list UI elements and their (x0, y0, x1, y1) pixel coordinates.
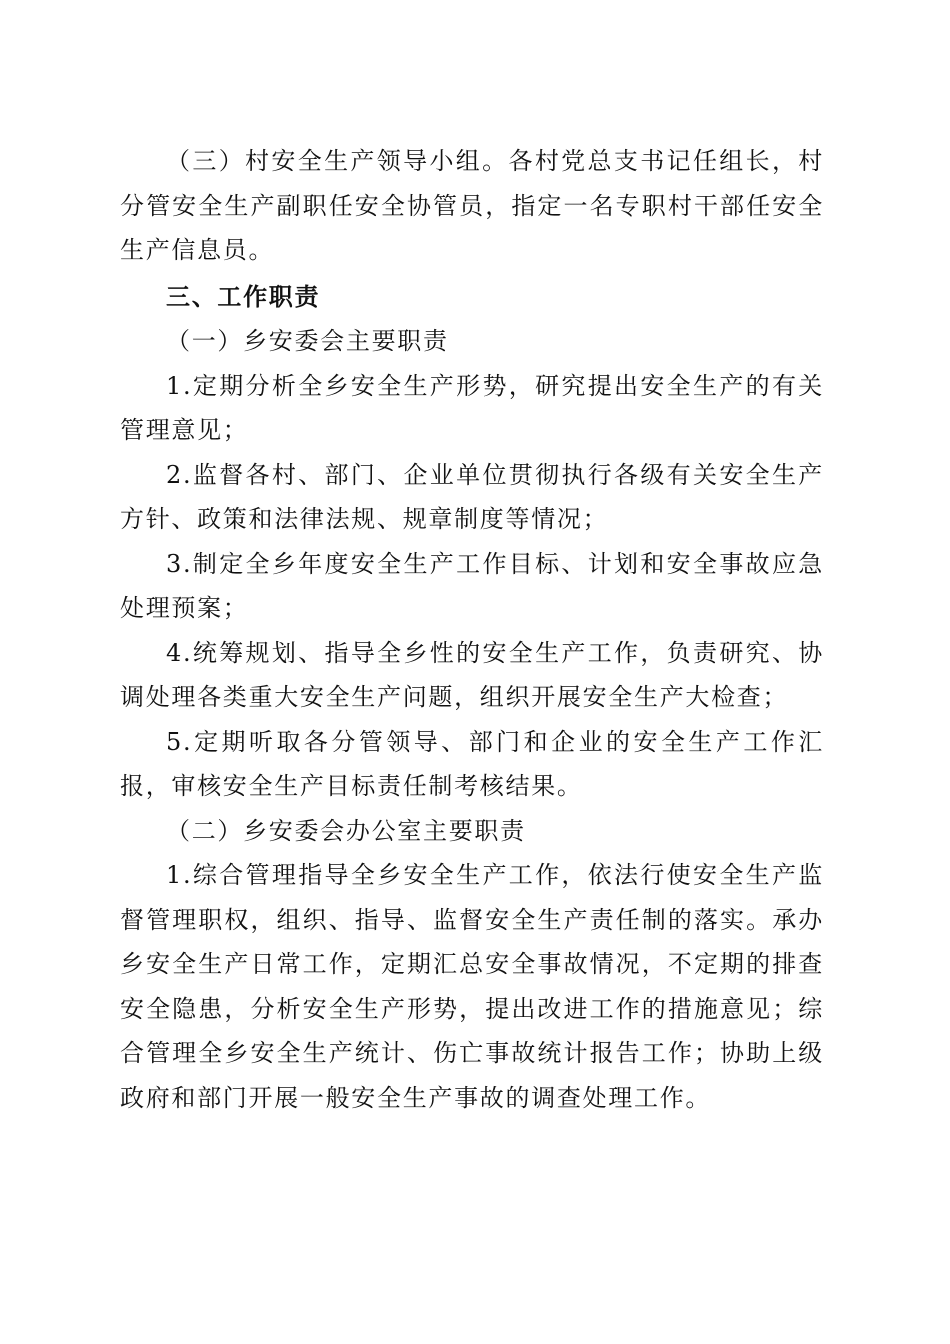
section-heading-work-duties: 三、工作职责 (166, 282, 321, 311)
duty-item-2: 2.监督各村、部门、企业单位贯彻执行各级有关安全生产方针、政策和法律法规、规章制度等情况； (120, 460, 824, 533)
subheading-committee-office-duties: （二）乡安委会办公室主要职责 (166, 816, 526, 845)
document-page (120, 139, 824, 1120)
office-duty-item-1: 1.综合管理指导全乡安全生产工作，依法行使安全生产监督管理职权，组织、指导、监督安全生产责任制的落实。承办乡安全生产日常工作，定期汇总安全事故情况，不定期的排查安全隐患，分析安全生产形势，提出改进工作的措施意见；综合管理全乡安全生产统计、伤亡事故统计报告工作；协助上级政府和部门开展一般安全生产事故的调查处理工作。 (120, 861, 824, 1112)
paragraph-village-safety-group: （三）村安全生产领导小组。各村党总支书记任组长，村分管安全生产副职任安全协管员，指定一名专职村干部任安全生产信息员。 (120, 147, 824, 264)
duty-item-4: 4.统筹规划、指导全乡性的安全生产工作，负责研究、协调处理各类重大安全生产问题，组织开展安全生产大检查； (120, 638, 824, 711)
duty-item-5: 5.定期听取各分管领导、部门和企业的安全生产工作汇报，审核安全生产目标责任制考核结果。 (120, 727, 824, 800)
duty-item-3: 3.制定全乡年度安全生产工作目标、计划和安全事故应急处理预案； (120, 549, 824, 622)
subheading-township-committee-duties: （一）乡安委会主要职责 (166, 327, 449, 355)
duty-item-1: 1.定期分析全乡安全生产形势，研究提出安全生产的有关管理意见； (120, 371, 824, 444)
